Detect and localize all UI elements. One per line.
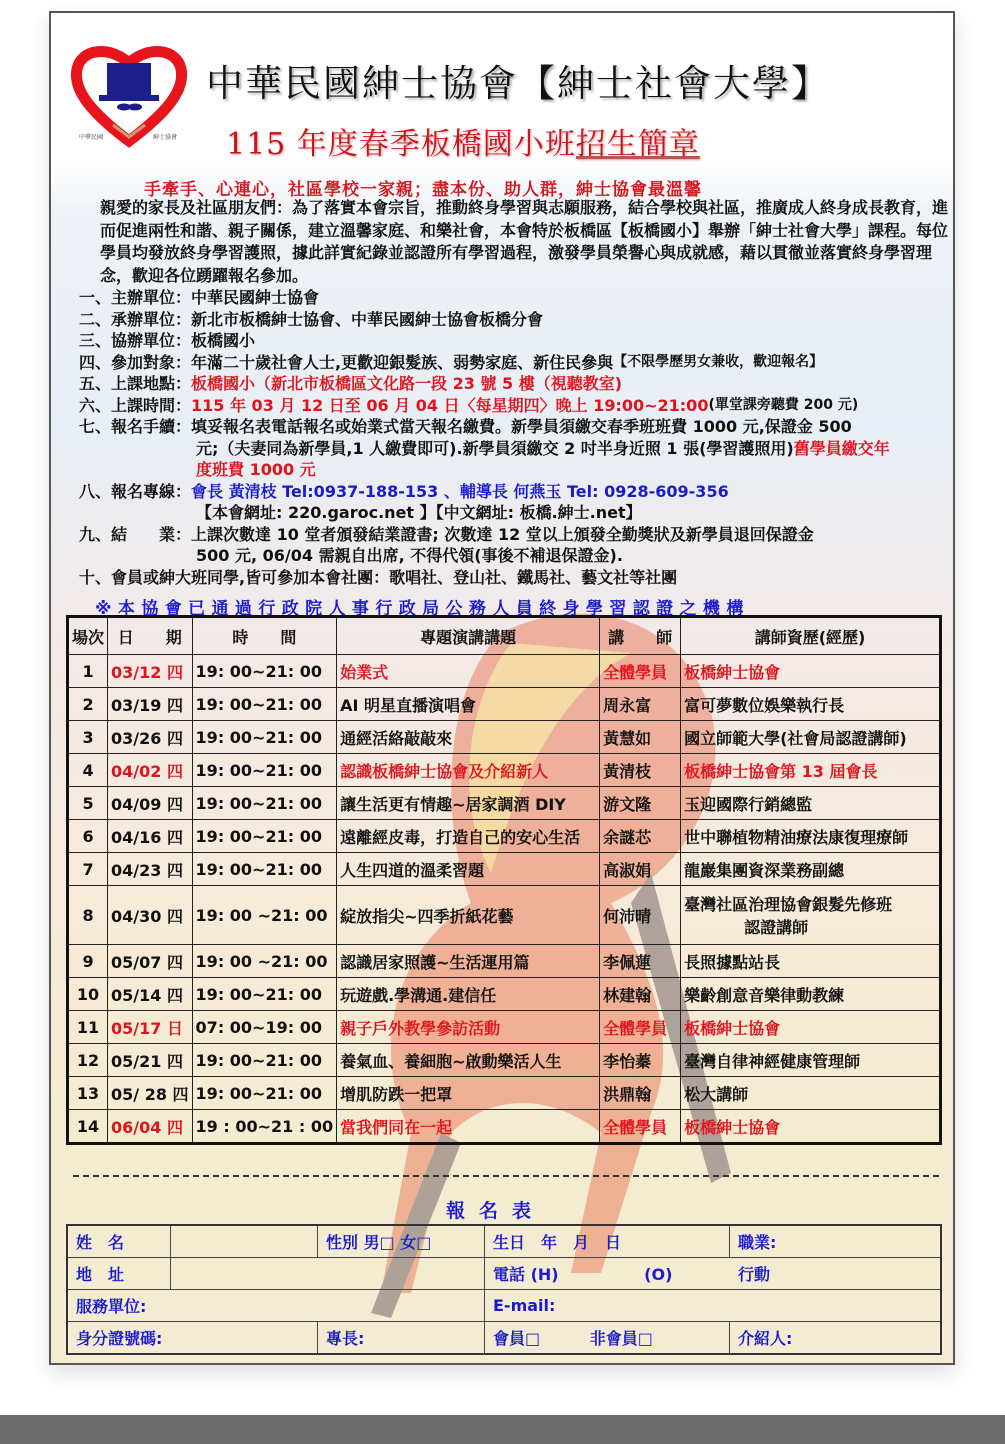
session-speaker: 全體學員 xyxy=(600,1110,681,1144)
session-date: 03/19 四 xyxy=(108,688,193,721)
name-label: 姓 名 xyxy=(67,1225,171,1258)
form-row-1 xyxy=(67,1225,941,1258)
session-date: 05/14 四 xyxy=(108,978,193,1011)
schedule-row xyxy=(68,1044,941,1077)
header-bio: 講師資歷(經歷) xyxy=(681,617,941,655)
specialty-field[interactable]: 專長: xyxy=(318,1322,485,1355)
session-number: 10 xyxy=(68,978,108,1011)
session-time: 07: 00~19: 00 xyxy=(192,1011,337,1044)
item-procedure-line2: 元;（夫妻同為新學員,1 人繳費即可).新學員須繳交 2 吋半身近照 1 張(學習護照用) 舊學員繳交年 xyxy=(196,438,890,458)
speaker-bio: 富可夢數位娛樂執行長 xyxy=(681,688,941,721)
session-time: 19: 00~21: 00 xyxy=(192,655,337,688)
hotline-contacts[interactable]: 會長 黃清枝 Tel:0937-188-153 、輔導長 何燕玉 Tel: 0928-609-356 xyxy=(191,481,729,501)
certification-note: ※本協會已通過行政院人事行政局公務人員終身學習認證之機構 xyxy=(95,599,750,619)
item-hotline-websites xyxy=(79,502,951,524)
org-title: 中華民國紳士協會【紳士社會大學】 xyxy=(206,62,830,105)
session-topic: 認識居家照護~生活運用篇 xyxy=(337,945,600,978)
speaker-bio: 臺灣自律神經健康管理師 xyxy=(681,1044,941,1077)
info-items xyxy=(79,287,951,588)
session-speaker: 游文隆 xyxy=(600,787,681,820)
schedule-row xyxy=(68,1011,941,1044)
item-procedure: 七、報名手續： 填妥報名表電話報名或始業式當天報名繳費。新學員須繳交春季班班費 1000 元,保證金 500 xyxy=(79,417,852,436)
subtitle-underlined: 招生簡章 xyxy=(575,127,700,162)
session-date: 06/04 四 xyxy=(108,1110,193,1144)
session-time: 19: 00~21: 00 xyxy=(192,787,337,820)
session-date: 04/02 四 xyxy=(108,754,193,787)
speaker-bio: 龍巖集團資深業務副總 xyxy=(681,853,941,886)
session-number: 5 xyxy=(68,787,108,820)
header-date: 日 期 xyxy=(108,617,193,655)
session-number: 8 xyxy=(68,886,108,945)
session-speaker: 李佩蓮 xyxy=(600,945,681,978)
item-clubs: 十、會員或紳大班同學,皆可參加本會社團：歌唱社、登山社、鐵馬社、藝文社等社團 xyxy=(79,567,678,587)
session-number: 2 xyxy=(68,688,108,721)
item-organizer: 一、主辦單位： 中華民國紳士協會 xyxy=(79,288,320,307)
speaker-bio: 樂齡創意音樂律動教練 xyxy=(681,978,941,1011)
session-time: 19: 00~21: 00 xyxy=(192,853,337,886)
session-number: 3 xyxy=(68,721,108,754)
session-time: 19: 00~21: 00 xyxy=(192,721,337,754)
session-topic: AI 明星直播演唱會 xyxy=(337,688,600,721)
session-time: 19: 00 ~21: 00 xyxy=(192,945,337,978)
session-speaker: 李怡蓁 xyxy=(600,1044,681,1077)
session-topic: 綻放指尖~四季折紙花藝 xyxy=(337,886,600,945)
speaker-bio: 臺灣社區治理協會銀髮先修班 認證講師 xyxy=(681,886,941,945)
slogan: 手牽手、心連心，社區學校一家親；盡本份、助人群，紳士協會最溫馨 xyxy=(144,180,702,200)
registration-form xyxy=(66,1224,942,1355)
schedule-row xyxy=(68,655,941,688)
cut-line-divider xyxy=(73,1175,939,1177)
session-speaker: 洪鼎翰 xyxy=(600,1077,681,1110)
session-time: 19: 00~21: 00 xyxy=(192,1044,337,1077)
session-time: 19: 00~21: 00 xyxy=(192,688,337,721)
session-time: 19: 00~21: 00 xyxy=(192,978,337,1011)
schedule-row xyxy=(68,1077,941,1110)
recruitment-poster xyxy=(49,11,955,1365)
workplace-field[interactable]: 服務單位: xyxy=(67,1290,485,1322)
session-speaker: 林建翰 xyxy=(600,978,681,1011)
speaker-bio: 板橋紳士協會第 13 屆會長 xyxy=(681,754,941,787)
session-number: 14 xyxy=(68,1110,108,1144)
nonmember-checkbox[interactable]: 非會員□ xyxy=(589,1329,653,1348)
session-time: 19: 00~21: 00 xyxy=(192,820,337,853)
schedule-table xyxy=(66,615,942,1145)
session-topic: 養氣血、養細胞~啟動樂活人生 xyxy=(337,1044,600,1077)
session-date: 03/12 四 xyxy=(108,655,193,688)
schedule-row xyxy=(68,721,941,754)
item-graduation-line2: 500 元, 06/04 需親自出席, 不得代領(事後不補退保證金). xyxy=(196,546,623,565)
email-field[interactable]: E-mail: xyxy=(485,1290,942,1322)
session-topic: 始業式 xyxy=(337,655,600,688)
session-date: 04/09 四 xyxy=(108,787,193,820)
schedule-header-row xyxy=(68,617,941,655)
schedule-row xyxy=(68,754,941,787)
logo-left-text: 中華民國 xyxy=(79,134,104,141)
website-links[interactable]: 【本會網址: 220.garoc.net 】【中文網址: 板橋.紳士.net】 xyxy=(196,503,642,522)
session-date: 03/26 四 xyxy=(108,721,193,754)
item-target: 四、參加對象： 年滿二十歲社會人士,更歡迎銀髮族、弱勢家庭、新住民參與 【不限學歷男女兼收，歡迎報名】 xyxy=(79,352,824,372)
header-speaker: 講 師 xyxy=(600,617,681,655)
form-row-3 xyxy=(67,1290,941,1322)
session-topic: 遠離經皮毒，打造自己的安心生活 xyxy=(337,820,600,853)
name-field[interactable] xyxy=(171,1225,318,1258)
session-number: 13 xyxy=(68,1077,108,1110)
session-number: 9 xyxy=(68,945,108,978)
session-number: 1 xyxy=(68,655,108,688)
session-topic: 玩遊戲.學溝通.建信任 xyxy=(337,978,600,1011)
gender-field[interactable]: 性別 男□ 女□ xyxy=(318,1225,485,1258)
session-number: 6 xyxy=(68,820,108,853)
session-speaker: 全體學員 xyxy=(600,655,681,688)
occupation-field[interactable]: 職業: xyxy=(730,1225,942,1258)
session-topic: 人生四道的溫柔習題 xyxy=(337,853,600,886)
item-co-organizer: 二、承辦單位： 新北市板橋紳士協會、中華民國紳士協會板橋分會 xyxy=(79,309,544,329)
item-hotline: 八、報名專線： 會長 黃清枝 Tel:0937-188-153 、輔導長 何燕玉 Tel: 0928-609-356 xyxy=(79,481,729,501)
session-date: 05/07 四 xyxy=(108,945,193,978)
session-date: 04/16 四 xyxy=(108,820,193,853)
schedule-row xyxy=(68,688,941,721)
speaker-bio: 板橋紳士協會 xyxy=(681,1011,941,1044)
address-field[interactable] xyxy=(171,1258,485,1290)
logo-right-text: 紳士協會 xyxy=(153,134,178,141)
subtitle-main: 115 年度春季板橋國小班 xyxy=(226,127,576,162)
birthday-field[interactable]: 生日 年 月 日 xyxy=(485,1225,730,1258)
header-time: 時 間 xyxy=(192,617,337,655)
form-title: 報名表 xyxy=(446,1200,546,1222)
speaker-bio: 玉迎國際行銷總監 xyxy=(681,787,941,820)
session-topic: 讓生活更有情趣~居家調酒 DIY xyxy=(337,787,600,820)
speaker-bio: 板橋紳士協會 xyxy=(681,655,941,688)
speaker-bio: 世中聯植物精油療法康復理療師 xyxy=(681,820,941,853)
schedule-row xyxy=(68,945,941,978)
speaker-bio: 國立師範大學(社會局認證講師) xyxy=(681,721,941,754)
session-time: 19: 00 ~21: 00 xyxy=(192,886,337,945)
form-row-4 xyxy=(67,1322,941,1355)
speaker-bio: 長照據點站長 xyxy=(681,945,941,978)
header-session: 場次 xyxy=(68,617,108,655)
item-graduation: 九、結 業： 上課次數達 10 堂者頒發結業證書; 次數達 12 堂以上頒發全勤獎狀及新學員退回保證金 xyxy=(79,524,814,544)
gentlemen-association-logo xyxy=(69,41,189,151)
schedule-row xyxy=(68,820,941,853)
session-date: 05/21 四 xyxy=(108,1044,193,1077)
session-speaker: 余謎芯 xyxy=(600,820,681,853)
session-date: 04/23 四 xyxy=(108,853,193,886)
session-speaker: 何沛晴 xyxy=(600,886,681,945)
session-date: 05/ 28 四 xyxy=(108,1077,193,1110)
id-number-field[interactable]: 身分證號碼: xyxy=(67,1322,318,1355)
session-topic: 通經活絡敲敲來 xyxy=(337,721,600,754)
poster-subtitle xyxy=(226,119,700,163)
intro-paragraph: 親愛的家長及社區朋友們：為了落實本會宗旨，推動終身學習與志願服務，結合學校與社區，推廣成人終身成長教育，進而促進兩性和諧、親子關係，建立溫馨家庭、和樂社會，本會特於板橋區【板橋國小】舉辦「紳士社會大學」課程。每位學員均發放終身學習護照，據此詳實紀錄並認證所有學習過程，激發學員榮譽心與成就感，藉以貫徹並落實終身學習理念，歡迎各位踴躍報名參加。 xyxy=(100,198,949,285)
item-time: 六、上課時間： 115 年 03 月 12 日至 06 月 04 日〈每星期四〉晚上 19:00~21:00 (單堂課旁聽費 200 元) xyxy=(79,395,859,415)
session-topic: 當我們同在一起 xyxy=(337,1110,600,1144)
schedule-row xyxy=(68,1110,941,1144)
item-assistant: 三、協辦單位： 板橋國小 xyxy=(79,331,256,350)
session-speaker: 黃清枝 xyxy=(600,754,681,787)
session-topic: 親子戶外教學參訪活動 xyxy=(337,1011,600,1044)
member-checkbox[interactable]: 會員□ xyxy=(493,1329,541,1348)
item-location: 五、上課地點： 板橋國小（新北市板橋區文化路一段 23 號 5 樓（視聽教室) xyxy=(79,374,623,393)
session-time: 19: 00~21: 00 xyxy=(192,754,337,787)
session-speaker: 周永富 xyxy=(600,688,681,721)
speaker-bio: 松大講師 xyxy=(681,1077,941,1110)
session-number: 11 xyxy=(68,1011,108,1044)
schedule-row xyxy=(68,978,941,1011)
form-row-2 xyxy=(67,1258,941,1290)
session-number: 4 xyxy=(68,754,108,787)
phone-field[interactable]: 電話 (H) (O) 行動 xyxy=(485,1258,942,1290)
session-time: 19: 00~21: 00 xyxy=(192,1077,337,1110)
membership-field[interactable] xyxy=(485,1322,730,1355)
schedule-row xyxy=(68,886,941,945)
session-speaker: 黃慧如 xyxy=(600,721,681,754)
referrer-field[interactable]: 介紹人: xyxy=(730,1322,942,1355)
speaker-bio-line2: 認證講師 xyxy=(744,918,809,937)
header-topic: 專題演講講題 xyxy=(337,617,600,655)
session-speaker: 全體學員 xyxy=(600,1011,681,1044)
session-number: 7 xyxy=(68,853,108,886)
address-label: 地 址 xyxy=(67,1258,171,1290)
session-date: 04/30 四 xyxy=(108,886,193,945)
session-date: 05/17 日 xyxy=(108,1011,193,1044)
session-topic: 認識板橋紳士協會及介紹新人 xyxy=(337,754,600,787)
item-procedure-line3: 度班費 1000 元 xyxy=(196,460,316,479)
schedule-row xyxy=(68,853,941,886)
viewer-bottom-bar xyxy=(0,1415,1005,1444)
session-speaker: 高淑娟 xyxy=(600,853,681,886)
session-time: 19 : 00~21 : 00 xyxy=(192,1110,337,1144)
speaker-bio: 板橋紳士協會 xyxy=(681,1110,941,1144)
schedule-body xyxy=(68,655,941,1144)
schedule-row xyxy=(68,787,941,820)
session-topic: 增肌防跌一把罩 xyxy=(337,1077,600,1110)
session-number: 12 xyxy=(68,1044,108,1077)
